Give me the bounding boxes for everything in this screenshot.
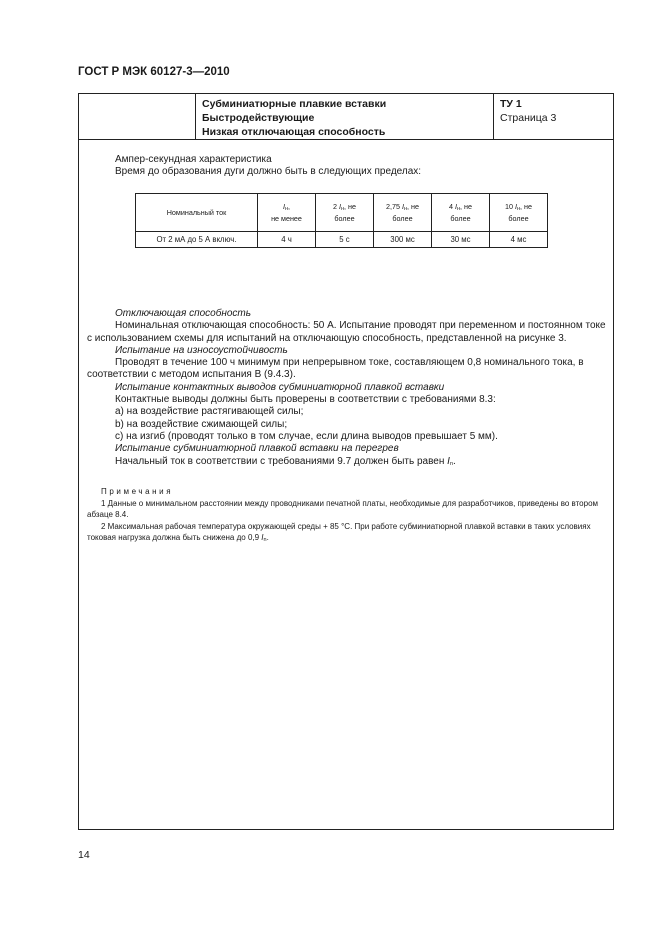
note-1: 1 Данные о минимальном расстоянии между проводниками печатной платы, необходимые для разработчиков, приведены во втором абзаце 8.4. <box>87 498 599 519</box>
section-text-wear: Проводят в течение 100 ч минимум при непрерывном токе, составляющем 0,8 номинального тока, в соответствии с методом испытания В (9.4.3). <box>87 357 584 381</box>
list-item-a: а) на воздействие растягивающей силы; <box>115 406 304 418</box>
title-block-title <box>195 94 494 139</box>
section-title-terminals: Испытание контактных выводов субминиатюрной плавкой вставки <box>115 381 445 393</box>
section-title-breaking: Отключающая способность <box>115 308 252 319</box>
notes-title: Примечания <box>101 487 174 496</box>
note-2: 2 Максимальная рабочая температура окружающей среды + 85 °С. При работе субминиатюрной плавкой вставки в таких условиях токовая нагрузка должна быть снижена до 0,9 In. <box>87 521 591 543</box>
title-block <box>79 94 613 140</box>
list-item-c: с) на изгиб (проводят только в том случае, если длина выводов превышает 5 мм). <box>115 430 498 442</box>
intro-block <box>87 154 607 179</box>
section-text-overheat: Начальный ток в соответствии с требованиями 9.7 должен быть равен In. <box>115 455 456 467</box>
time-current-table <box>135 193 548 248</box>
table-cell: От 2 мА до 5 А включ. <box>136 232 258 248</box>
header-cell: 10 Iн, не более <box>490 194 548 232</box>
intro-line-1: Ампер-секундная характеристика <box>115 154 272 165</box>
table-cell: 5 с <box>316 232 374 248</box>
title-line-1: Субминиатюрные плавкие вставки <box>202 98 387 110</box>
table-cell: 300 мс <box>374 232 432 248</box>
table-cell: 4 мс <box>490 232 548 248</box>
title-block-empty-cell <box>79 94 196 139</box>
title-line-3: Низкая отключающая способность <box>202 126 386 138</box>
table-header-row <box>136 194 548 232</box>
sheet-page: Страница 3 <box>500 112 557 124</box>
page-frame <box>78 93 614 830</box>
section-text-breaking: Номинальная отключающая способность: 50 А. Испытание проводят при переменном и постоянном токе с использованием схемы для испытаний на отключающую способность, представленной на рисунке 3. <box>87 320 606 344</box>
list-item-b: b) на воздействие сжимающей силы; <box>115 418 288 430</box>
document-code: ГОСТ Р МЭК 60127-3—2010 <box>78 66 230 78</box>
table-cell: 30 мс <box>432 232 490 248</box>
header-cell-rated-current: Номинальный ток <box>136 194 258 232</box>
notes-block <box>87 486 607 547</box>
section-text-terminals: Контактные выводы должны быть проверены в соответствии с требованиями 8.3: <box>115 394 496 406</box>
title-block-sheet <box>493 94 614 139</box>
title-line-2: Быстродействующие <box>202 112 315 124</box>
table-cell: 4 ч <box>258 232 316 248</box>
header-cell: 4 Iн, не более <box>432 194 490 232</box>
section-title-wear: Испытание на износоустойчивость <box>115 344 288 356</box>
header-cell: Iн, не менее <box>258 194 316 232</box>
header-cell: 2,75 Iн, не более <box>374 194 432 232</box>
section-title-overheat: Испытание субминиатюрной плавкой вставки на перегрев <box>115 443 399 455</box>
header-cell: 2 Iн, не более <box>316 194 374 232</box>
intro-line-2: Время до образования дуги должно быть в следующих пределах: <box>115 166 422 178</box>
sections-block <box>87 308 607 470</box>
page-number: 14 <box>78 849 90 861</box>
table-row <box>136 232 548 248</box>
sheet-label: ТУ 1 <box>500 98 522 110</box>
